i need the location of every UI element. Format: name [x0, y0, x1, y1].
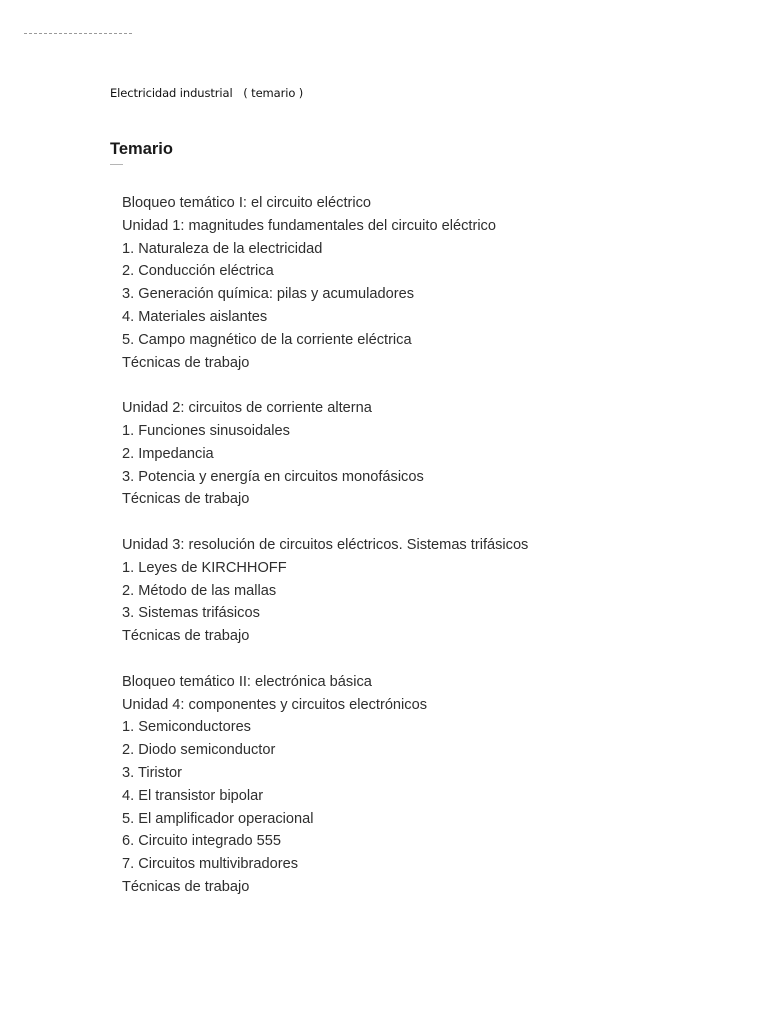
topic-item: 5. El amplificador operacional [122, 810, 314, 827]
topic-item: 1. Funciones sinusoidales [122, 422, 290, 439]
work-techniques-item: Técnicas de trabajo [122, 491, 250, 508]
topic-item: 7. Circuitos multivibradores [122, 856, 298, 873]
topic-item: 4. Materiales aislantes [122, 308, 268, 325]
topic-item: 4. El transistor bipolar [122, 787, 264, 804]
work-techniques-item: Técnicas de trabajo [122, 878, 250, 895]
unit-heading: Unidad 1: magnitudes fundamentales del circuito eléctrico [122, 217, 496, 234]
syllabus-block [122, 192, 742, 374]
topic-item: 1. Naturaleza de la electricidad [122, 240, 323, 257]
topic-item: 2. Conducción eléctrica [122, 263, 274, 280]
topic-item: 1. Leyes de KIRCHHOFF [122, 559, 287, 576]
unit-heading: Unidad 4: componentes y circuitos electrónicos [122, 696, 428, 713]
block-heading: Bloqueo temático I: el circuito eléctrico [122, 195, 372, 211]
title-underline [110, 164, 123, 165]
top-divider [24, 33, 132, 34]
topic-item: 3. Generación química: pilas y acumuladores [122, 286, 415, 303]
section-title: Temario [110, 140, 173, 158]
topic-item: 3. Tiristor [122, 764, 183, 781]
unit-heading: Unidad 3: resolución de circuitos eléctricos. Sistemas trifásicos [122, 536, 529, 553]
document-header: Electricidad industrial ( temario ) [110, 86, 304, 100]
topic-item: 2. Diodo semiconductor [122, 742, 276, 759]
topic-item: 2. Método de las mallas [122, 582, 277, 599]
syllabus-block [122, 397, 742, 511]
topic-item: 1. Semiconductores [122, 719, 251, 736]
topic-item: 3. Sistemas trifásicos [122, 605, 260, 622]
syllabus-block [122, 671, 742, 899]
block-heading: Bloqueo temático II: electrónica básica [122, 673, 372, 690]
syllabus-content [122, 192, 742, 899]
topic-item: 5. Campo magnético de la corriente eléctrica [122, 331, 412, 348]
unit-heading: Unidad 2: circuitos de corriente alterna [122, 400, 372, 417]
topic-item: 2. Impedancia [122, 445, 214, 462]
syllabus-block [122, 534, 742, 648]
topic-item: 3. Potencia y energía en circuitos monofásicos [122, 468, 424, 485]
topic-item: 6. Circuito integrado 555 [122, 833, 282, 850]
work-techniques-item: Técnicas de trabajo [122, 354, 250, 371]
work-techniques-item: Técnicas de trabajo [122, 628, 250, 645]
